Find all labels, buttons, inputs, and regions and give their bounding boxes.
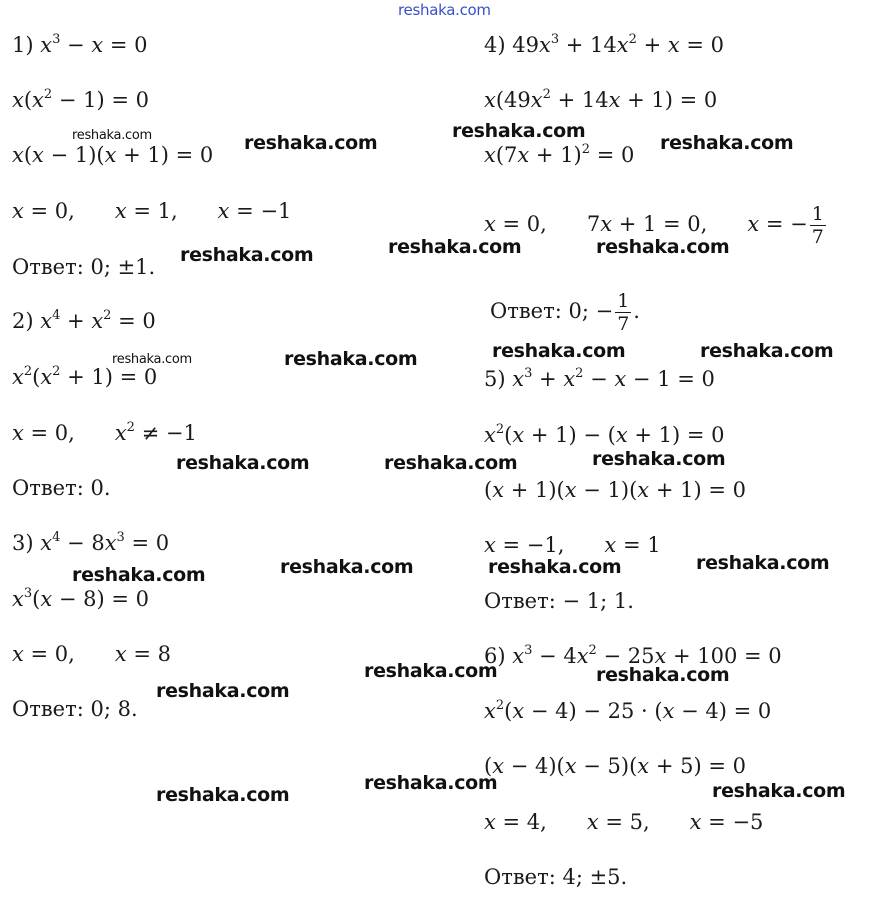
- p2-step1: $x^2(x^2 + 1) = 0$: [12, 364, 158, 389]
- p2-number: 2): [12, 309, 34, 333]
- watermark: reshaka.com: [364, 660, 498, 682]
- p5-number: 5): [484, 367, 506, 391]
- watermark: reshaka.com: [284, 348, 418, 370]
- watermark: reshaka.com: [244, 132, 378, 154]
- p2-roots: x = 0, $x^2 \ne -1$: [12, 420, 197, 445]
- p3-equation: 3) $x^4 - 8x^3 = 0$: [12, 530, 170, 555]
- watermark: reshaka.com: [596, 236, 730, 258]
- p3-roots: x = 0, x = 8: [12, 642, 171, 666]
- p4-number: 4): [484, 33, 506, 57]
- watermark: reshaka.com: [660, 132, 794, 154]
- p6-answer: [484, 864, 627, 890]
- p5-step2: (x + 1)(x − 1)(x + 1) = 0: [484, 478, 746, 502]
- watermark: reshaka.com: [156, 784, 290, 806]
- p4-equation: 4) $49x^3 + 14x^2 + x = 0$: [484, 32, 724, 57]
- p6-number: 6): [484, 644, 506, 668]
- watermark: reshaka.com: [364, 772, 498, 794]
- watermark: reshaka.com: [592, 448, 726, 470]
- watermark: reshaka.com: [596, 664, 730, 686]
- watermark: reshaka.com: [72, 128, 152, 143]
- p6-answer-label: Ответ:: [484, 865, 556, 889]
- p5-step1: $x^2(x + 1) - (x + 1) = 0$: [484, 422, 725, 447]
- p1-equation: 1) $x^3 - x = 0$: [12, 32, 148, 57]
- p1-answer-label: Ответ:: [12, 255, 84, 279]
- watermark: reshaka.com: [696, 552, 830, 574]
- p3-number: 3): [12, 531, 34, 555]
- p3-answer-label: Ответ:: [12, 697, 84, 721]
- p1-step1: $x(x^2 - 1) = 0$: [12, 87, 149, 112]
- watermark: reshaka.com: [176, 452, 310, 474]
- p6-roots: x = 4, x = 5, x = −5: [484, 810, 764, 834]
- p3-step1: $x^3(x - 8) = 0$: [12, 586, 149, 611]
- p6-answer-value: 4; ±5.: [562, 865, 628, 889]
- p4-roots: x = 0, 7x + 1 = 0, x = − $\frac{1}{7}$: [484, 203, 824, 248]
- p1-answer: [12, 254, 155, 280]
- p4-answer: [490, 290, 640, 335]
- p6-step1: $x^2(x - 4) - 25 \cdot (x - 4) = 0$: [484, 698, 772, 723]
- watermark: reshaka.com: [388, 236, 522, 258]
- watermark: reshaka.com: [712, 780, 846, 802]
- watermark: reshaka.com: [180, 244, 314, 266]
- p1-number: 1): [12, 33, 34, 57]
- p1-roots: x = 0, x = 1, x = −1: [12, 199, 292, 223]
- watermark: reshaka.com: [280, 556, 414, 578]
- watermark: reshaka.com: [700, 340, 834, 362]
- p6-step2: (x − 4)(x − 5)(x + 5) = 0: [484, 754, 746, 778]
- p2-answer: [12, 475, 111, 501]
- p4-answer-value: 0; −: [568, 299, 614, 323]
- p5-answer: [484, 588, 634, 614]
- watermark: reshaka.com: [72, 564, 206, 586]
- p1-step2: x(x − 1)(x + 1) = 0: [12, 143, 214, 167]
- p4-answer-end: .: [633, 299, 640, 323]
- watermark: reshaka.com: [492, 340, 626, 362]
- p5-roots: x = −1, x = 1: [484, 533, 661, 557]
- p2-equation: 2) $x^4 + x^2 = 0$: [12, 308, 156, 333]
- watermark: reshaka.com: [156, 680, 290, 702]
- p3-answer-value: 0; 8.: [90, 697, 138, 721]
- p3-answer: [12, 696, 138, 722]
- p5-answer-label: Ответ:: [484, 589, 556, 613]
- watermark: reshaka.com: [488, 556, 622, 578]
- p2-answer-value: 0.: [90, 476, 111, 500]
- watermark: reshaka.com: [112, 352, 192, 367]
- p6-equation: 6) $x^3 - 4x^2 - 25x + 100 = 0$: [484, 643, 782, 668]
- watermark: reshaka.com: [384, 452, 518, 474]
- watermark: reshaka.com: [452, 120, 586, 142]
- p4-step2: $x(7x + 1)^2 = 0$: [484, 142, 635, 167]
- p5-equation: 5) $x^3 + x^2 - x - 1 = 0$: [484, 366, 715, 391]
- p4-step1: $x(49x^2 + 14x + 1) = 0$: [484, 87, 718, 112]
- p1-answer-value: 0; ±1.: [90, 255, 156, 279]
- p4-root-fraction: $\frac{1}{7}$: [811, 203, 824, 248]
- p2-answer-label: Ответ:: [12, 476, 84, 500]
- p4-answer-fraction: $\frac{1}{7}$: [617, 290, 630, 335]
- p5-answer-value: − 1; 1.: [555, 589, 634, 613]
- watermark-top: reshaka.com: [398, 1, 491, 19]
- p4-answer-label: Ответ:: [490, 299, 562, 323]
